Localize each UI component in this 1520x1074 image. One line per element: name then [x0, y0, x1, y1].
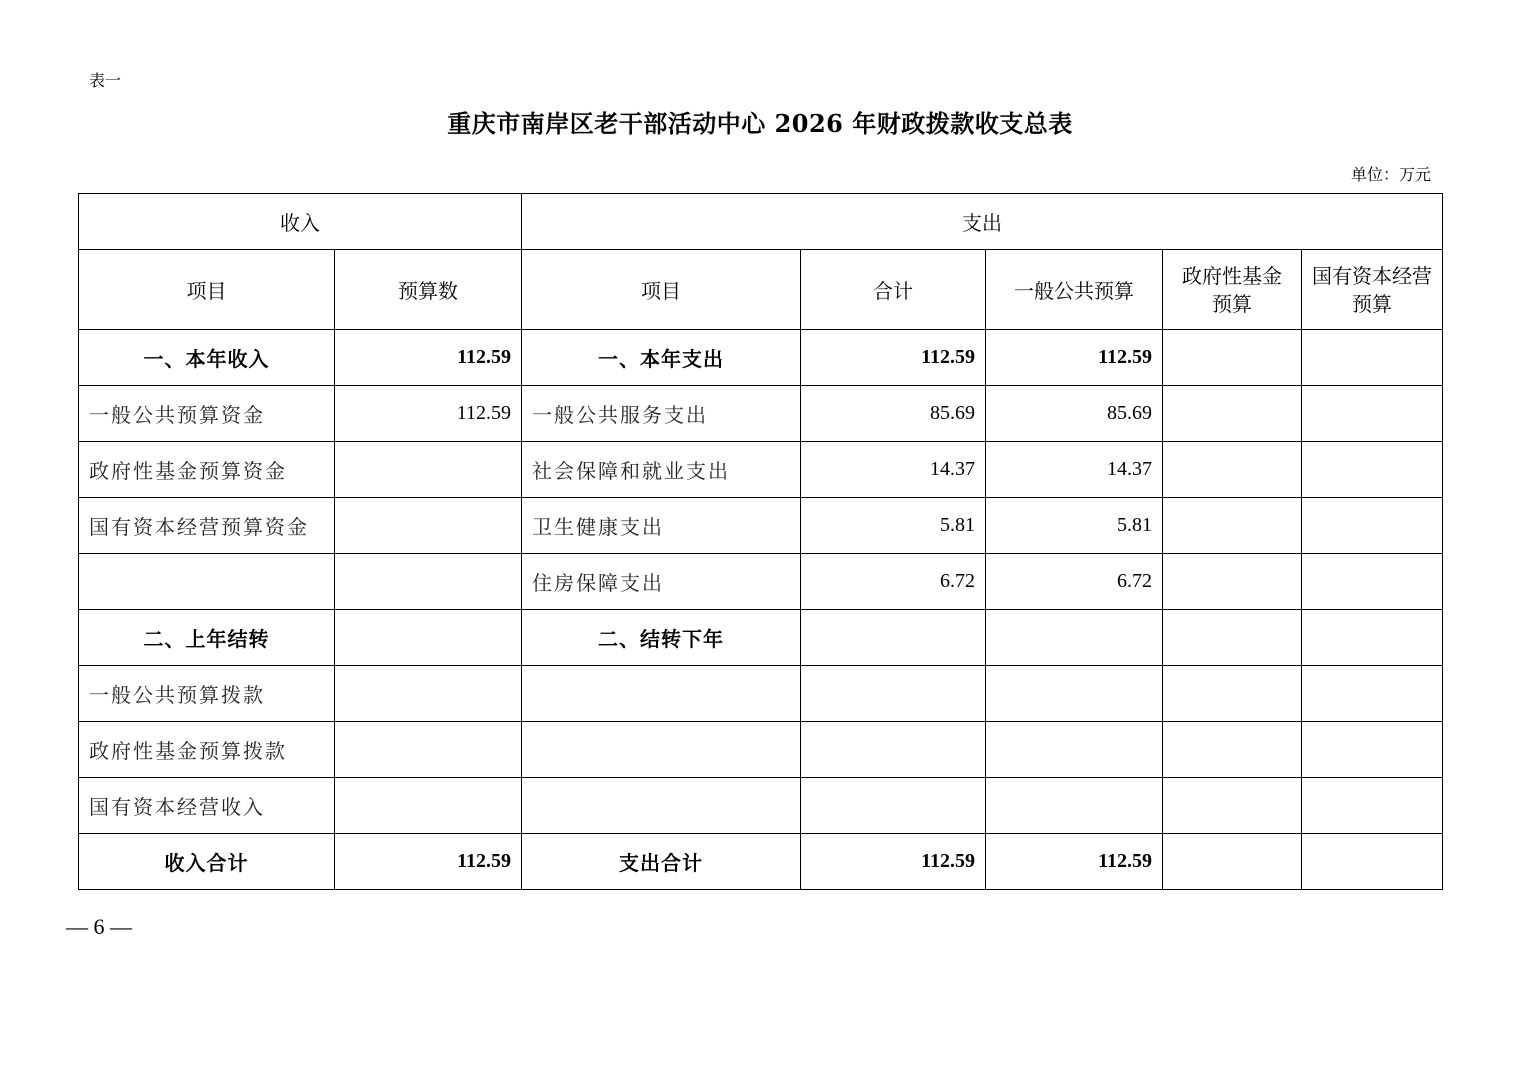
- cell-general: 112.59: [986, 834, 1163, 890]
- cell-income-item: 一般公共预算拨款: [79, 666, 335, 722]
- cell-general: 112.59: [986, 330, 1163, 386]
- cell-expense-item: 卫生健康支出: [522, 498, 801, 554]
- table-row: [79, 442, 1443, 498]
- cell-gov-fund: [1163, 834, 1302, 890]
- table-number: 表一: [89, 71, 122, 90]
- cell-income-value: [335, 498, 522, 554]
- cell-income-item: 政府性基金预算资金: [79, 442, 335, 498]
- cell-state-capital: [1302, 666, 1443, 722]
- table-row: [79, 498, 1443, 554]
- general-budget-header: 一般公共预算: [986, 250, 1163, 330]
- cell-gov-fund: [1163, 442, 1302, 498]
- cell-expense-item: 二、结转下年: [522, 610, 801, 666]
- table-row: [79, 666, 1443, 722]
- cell-income-value: [335, 722, 522, 778]
- cell-state-capital: [1302, 834, 1443, 890]
- cell-income-item: [79, 554, 335, 610]
- cell-total: [801, 610, 986, 666]
- table-row: [79, 834, 1443, 890]
- page-number: — 6 —: [66, 914, 132, 939]
- cell-state-capital: [1302, 442, 1443, 498]
- cell-state-capital: [1302, 330, 1443, 386]
- cell-total: [801, 666, 986, 722]
- cell-total: 6.72: [801, 554, 986, 610]
- income-group-header: 收入: [79, 194, 522, 250]
- cell-expense-item: 住房保障支出: [522, 554, 801, 610]
- table-body: [79, 330, 1443, 890]
- cell-total: 5.81: [801, 498, 986, 554]
- cell-general: [986, 722, 1163, 778]
- cell-general: 5.81: [986, 498, 1163, 554]
- cell-expense-item: 社会保障和就业支出: [522, 442, 801, 498]
- total-header: 合计: [801, 250, 986, 330]
- cell-expense-item: 一、本年支出: [522, 330, 801, 386]
- expense-item-header: 项目: [522, 250, 801, 330]
- table-row: [79, 554, 1443, 610]
- cell-income-value: 112.59: [335, 386, 522, 442]
- cell-total: 85.69: [801, 386, 986, 442]
- cell-expense-item: 支出合计: [522, 834, 801, 890]
- cell-gov-fund: [1163, 386, 1302, 442]
- cell-expense-item: [522, 778, 801, 834]
- state-capital-header: 国有资本经营预算: [1302, 250, 1443, 330]
- cell-state-capital: [1302, 554, 1443, 610]
- table-row: [79, 722, 1443, 778]
- cell-state-capital: [1302, 386, 1443, 442]
- cell-income-value: [335, 442, 522, 498]
- cell-general: 14.37: [986, 442, 1163, 498]
- table-row: [79, 778, 1443, 834]
- table-row: [79, 610, 1443, 666]
- expense-group-header: 支出: [522, 194, 1443, 250]
- cell-income-value: [335, 610, 522, 666]
- cell-gov-fund: [1163, 554, 1302, 610]
- cell-gov-fund: [1163, 778, 1302, 834]
- table-group-header-row: [79, 194, 1443, 250]
- cell-income-item: 一、本年收入: [79, 330, 335, 386]
- table-row: [79, 330, 1443, 386]
- cell-expense-item: [522, 666, 801, 722]
- cell-general: 85.69: [986, 386, 1163, 442]
- cell-income-value: [335, 554, 522, 610]
- cell-total: 112.59: [801, 330, 986, 386]
- cell-general: [986, 610, 1163, 666]
- table-row: [79, 386, 1443, 442]
- cell-income-value: [335, 778, 522, 834]
- gov-fund-header: 政府性基金预算: [1163, 250, 1302, 330]
- cell-gov-fund: [1163, 330, 1302, 386]
- cell-total: [801, 778, 986, 834]
- cell-general: 6.72: [986, 554, 1163, 610]
- cell-expense-item: [522, 722, 801, 778]
- cell-state-capital: [1302, 722, 1443, 778]
- cell-gov-fund: [1163, 610, 1302, 666]
- cell-total: 14.37: [801, 442, 986, 498]
- cell-expense-item: 一般公共服务支出: [522, 386, 801, 442]
- cell-income-item: 国有资本经营预算资金: [79, 498, 335, 554]
- cell-income-item: 二、上年结转: [79, 610, 335, 666]
- cell-income-item: 一般公共预算资金: [79, 386, 335, 442]
- cell-general: [986, 666, 1163, 722]
- income-budget-header: 预算数: [335, 250, 522, 330]
- cell-gov-fund: [1163, 498, 1302, 554]
- cell-general: [986, 778, 1163, 834]
- cell-state-capital: [1302, 610, 1443, 666]
- cell-state-capital: [1302, 498, 1443, 554]
- table-column-header-row: [79, 250, 1443, 330]
- cell-total: [801, 722, 986, 778]
- unit-label: 单位：万元: [1350, 165, 1431, 184]
- cell-income-value: 112.59: [335, 330, 522, 386]
- cell-gov-fund: [1163, 666, 1302, 722]
- cell-income-item: 政府性基金预算拨款: [79, 722, 335, 778]
- cell-income-item: 收入合计: [79, 834, 335, 890]
- cell-income-value: [335, 666, 522, 722]
- income-item-header: 项目: [79, 250, 335, 330]
- budget-summary-table: [78, 193, 1443, 890]
- cell-total: 112.59: [801, 834, 986, 890]
- cell-income-item: 国有资本经营收入: [79, 778, 335, 834]
- page-title: 重庆市南岸区老干部活动中心 2026 年财政拨款收支总表: [447, 109, 1073, 138]
- cell-income-value: 112.59: [335, 834, 522, 890]
- cell-gov-fund: [1163, 722, 1302, 778]
- cell-state-capital: [1302, 778, 1443, 834]
